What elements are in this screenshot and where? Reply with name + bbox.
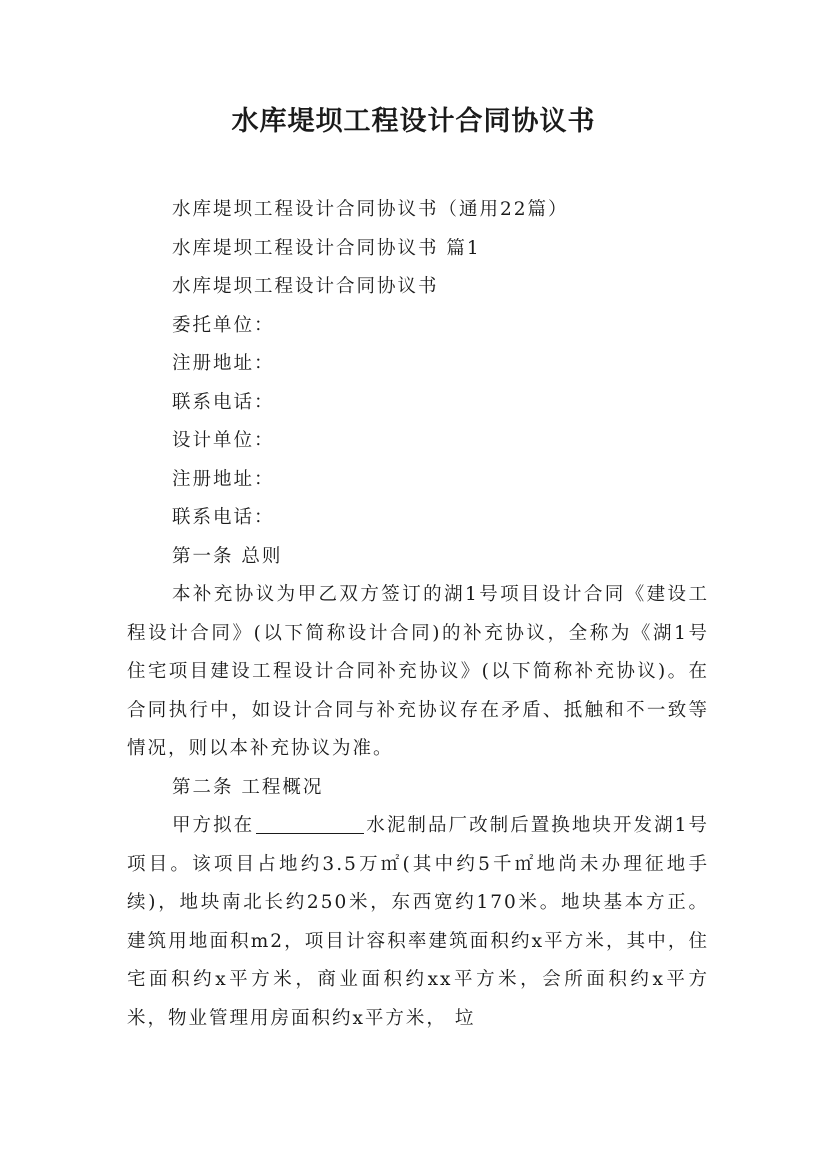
client-address-field: 注册地址： — [172, 353, 275, 374]
document-title: 水库堤坝工程设计合同协议书 — [231, 106, 596, 137]
client-phone-field: 联系电话： — [172, 391, 275, 413]
article-2-text-after-blank: 水泥制品厂改制后置换地块开发湖1号项目。该项目占地约3.5万㎡(其中约5千㎡地尚未办理征地手续)，地块南北长约250米，东西宽约170米。地块基本方正。建筑用地面积m2，项目计容积率建筑面积约x平方米，其中，住宅面积约x平方米，商业面积约xx平方米，会所面积约x平方米，物业管理用房面积约x平方米， 垃 — [127, 815, 709, 1029]
article-2-paragraph — [127, 807, 709, 1038]
document-body — [127, 191, 709, 1038]
article-1-heading: 第一条 总则 — [172, 545, 283, 567]
subtitle-line: 水库堤坝工程设计合同协议书（通用22篇） — [172, 199, 569, 220]
contract-name-line: 水库堤坝工程设计合同协议书 — [172, 276, 439, 297]
design-unit-field: 设计单位： — [172, 430, 275, 451]
article-2-heading: 第二条 工程概况 — [172, 776, 324, 798]
section-heading: 水库堤坝工程设计合同协议书 篇1 — [172, 237, 481, 259]
design-address-field: 注册地址： — [172, 468, 275, 490]
client-unit-field: 委托单位： — [172, 314, 275, 336]
article-1-paragraph: 本补充协议为甲乙双方签订的湖1号项目设计合同《建设工程设计合同》(以下简称设计合同)的补充协议，全称为《湖1号住宅项目建设工程设计合同补充协议》(以下简称补充协议)。在合同执行中，如设计合同与补充协议存在矛盾、抵触和不一致等情况，则以本补充协议为准。 — [127, 584, 709, 759]
article-2-text-before-blank: 甲方拟在 — [172, 815, 255, 836]
design-phone-field: 联系电话： — [172, 507, 275, 528]
fill-in-blank — [256, 811, 364, 834]
